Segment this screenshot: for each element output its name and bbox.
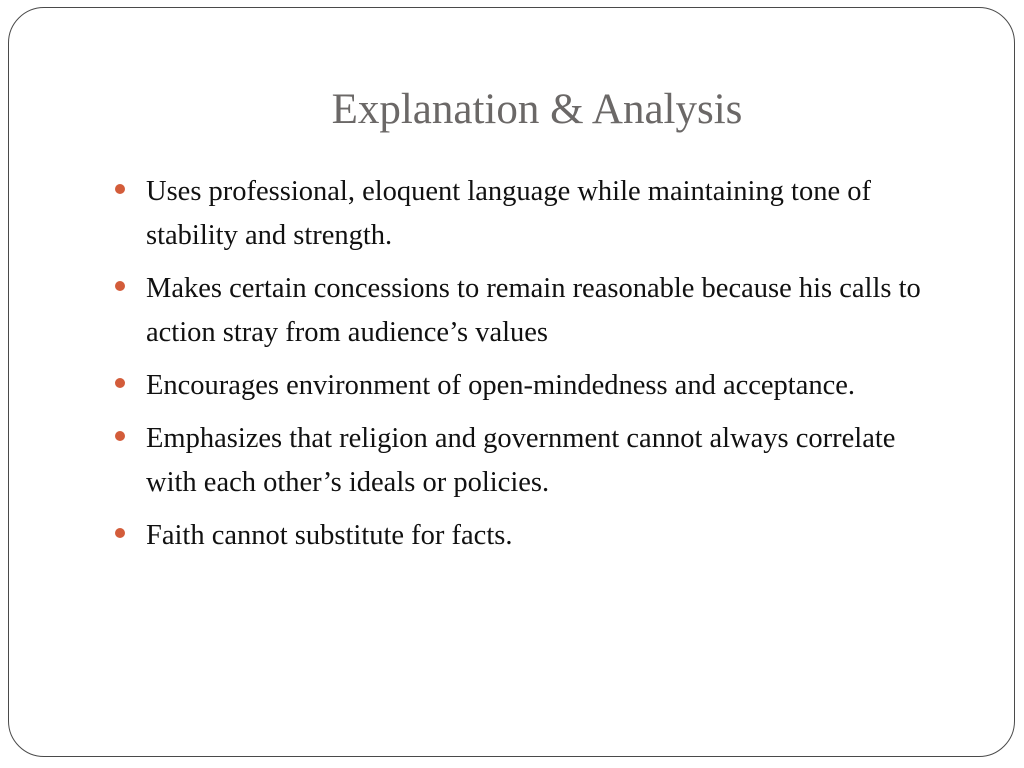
bullet-dot-icon xyxy=(115,184,125,194)
bullet-item xyxy=(112,364,952,408)
bullet-list xyxy=(112,170,952,567)
bullet-item xyxy=(112,170,952,258)
bullet-dot-icon xyxy=(115,431,125,441)
bullet-text: Uses professional, eloquent language while maintaining tone of stability and strength. xyxy=(146,176,871,251)
bullet-dot-icon xyxy=(115,528,125,538)
bullet-dot-icon xyxy=(115,281,125,291)
bullet-item xyxy=(112,267,952,355)
bullet-item xyxy=(112,514,952,558)
bullet-dot-icon xyxy=(115,378,125,388)
bullet-item xyxy=(112,417,952,505)
bullet-text: Faith cannot substitute for facts. xyxy=(146,520,513,551)
slide-title: Explanation & Analysis xyxy=(331,86,743,133)
bullet-text: Emphasizes that religion and government cannot always correlate with each other’s ideals or policies. xyxy=(146,423,896,498)
bullet-text: Encourages environment of open-mindedness and acceptance. xyxy=(146,370,856,401)
bullet-text: Makes certain concessions to remain reasonable because his calls to action stray from audience’s values xyxy=(146,273,921,348)
